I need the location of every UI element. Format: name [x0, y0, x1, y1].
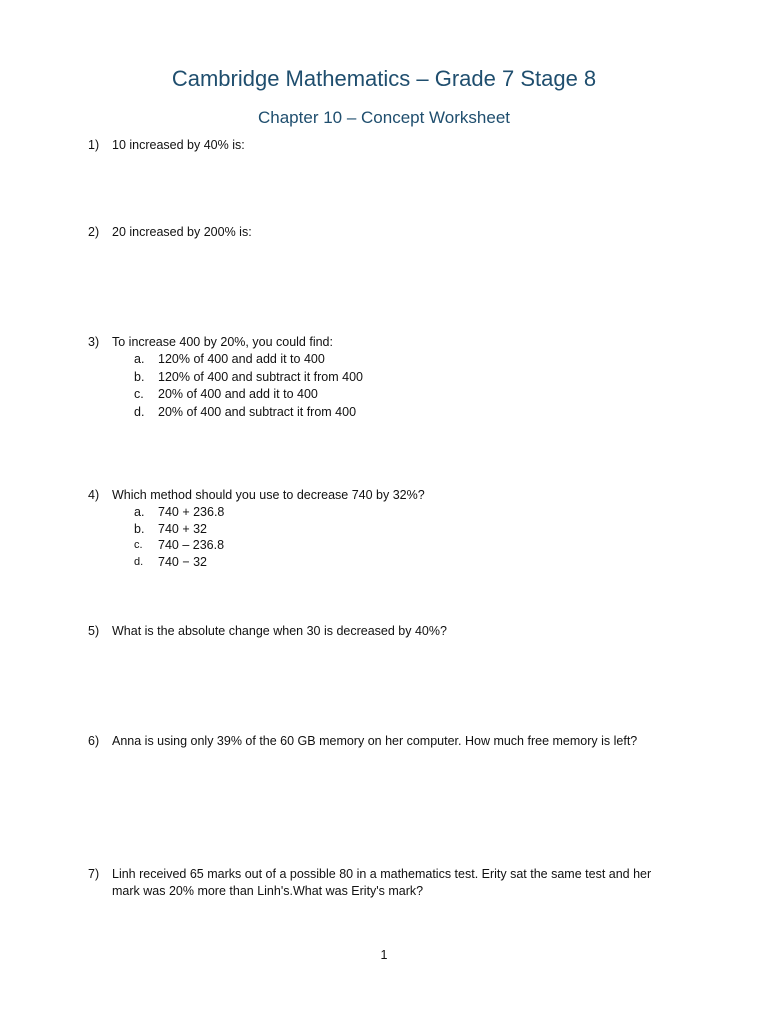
question-number: 5) [88, 624, 100, 638]
question-text: 10 increased by 40% is: [112, 138, 245, 152]
option-letter: a. [134, 505, 145, 519]
answer-option [134, 537, 688, 554]
question-number: 6) [88, 734, 100, 748]
option-text: 120% of 400 and subtract it from 400 [158, 369, 363, 384]
option-letter: c. [134, 539, 143, 551]
question-5 [88, 623, 688, 640]
option-letter: d. [134, 555, 144, 568]
question-number: 7) [88, 867, 100, 881]
question-text: Which method should you use to decrease 740 by 32%? [112, 488, 425, 502]
answer-option [134, 504, 688, 521]
question-number: 4) [88, 488, 100, 502]
page-title: Cambridge Mathematics – Grade 7 Stage 8 [171, 66, 597, 91]
option-text: 740 − 32 [158, 554, 208, 569]
question-3 [88, 334, 688, 421]
answer-option [134, 521, 688, 538]
option-letter: d. [134, 404, 145, 419]
question-7 [88, 866, 688, 900]
option-letter: b. [134, 521, 145, 536]
page-subtitle: Chapter 10 – Concept Worksheet [258, 108, 510, 127]
page-number: 1 [380, 948, 388, 962]
option-text: 20% of 400 and add it to 400 [158, 387, 318, 401]
question-number: 1) [88, 138, 100, 152]
option-text: 120% of 400 and add it to 400 [158, 352, 325, 366]
option-text: 740 + 32 [158, 521, 208, 536]
answer-option [134, 404, 688, 422]
option-text: 20% of 400 and subtract it from 400 [158, 404, 357, 419]
answer-option [134, 386, 688, 404]
answer-option [134, 351, 688, 369]
question-text: To increase 400 by 20%, you could find: [112, 335, 333, 349]
question-text: 20 increased by 200% is: [112, 225, 252, 239]
option-text: 740 + 236.8 [158, 505, 225, 519]
option-text: 740 – 236.8 [158, 538, 225, 552]
question-text: Linh received 65 marks out of a possible 80 in a mathematics test. Erity sat the same test and her mark was 20% more than Linh's.What was Erity's mark? [112, 867, 652, 898]
question-number: 3) [88, 335, 100, 349]
answer-options [134, 504, 688, 570]
answer-option [134, 554, 688, 571]
question-text: What is the absolute change when 30 is decreased by 40%? [112, 624, 447, 638]
option-letter: c. [134, 387, 144, 401]
question-1 [88, 137, 688, 154]
question-4 [88, 487, 688, 570]
question-6 [88, 733, 688, 750]
answer-option [134, 369, 688, 387]
option-letter: a. [134, 352, 145, 366]
question-2 [88, 224, 688, 241]
answer-options [134, 351, 688, 421]
question-number: 2) [88, 225, 100, 239]
option-letter: b. [134, 369, 145, 384]
question-text: Anna is using only 39% of the 60 GB memory on her computer. How much free memory is left? [112, 734, 638, 748]
